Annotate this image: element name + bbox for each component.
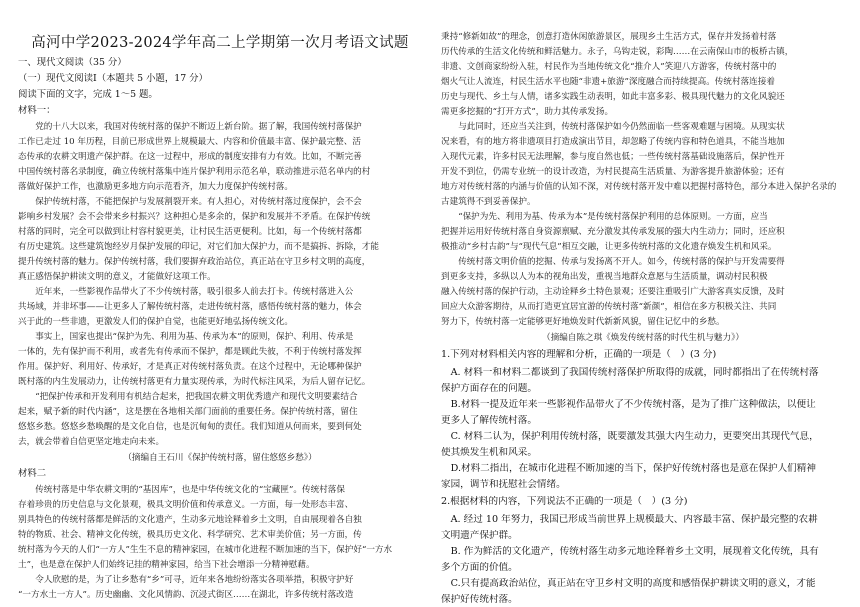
left-text-line: 中国传统村落名录制度，确立传统村落集中连片保护利用示范名单，联动推进示范名单内的村	[18, 167, 371, 177]
right-text-line: （摘编自陈之琪《焕发传统村落的时代生机与魅力》）	[542, 333, 744, 343]
left-text-line: 一体的，先有保护而不利用，或者先有传承而不保护，都是顾此失彼，不利于传统村落发挥	[18, 347, 362, 357]
left-text-line: 作用。保护好、利用好、传承好，才是真正对传统村落负责。在这个过程中，无论哪种保护	[18, 362, 362, 372]
left-text-line: 态传承的农耕文明遗产保护群。在这一过程中，形成的制度安排有力有效。比如，不断完善	[18, 152, 362, 162]
left-text-line: 落做好保护工作，也激励更多地方向示范看齐，加大力度保护传统村落。	[18, 182, 294, 192]
right-text-line: 保护好传统村落。	[441, 594, 518, 605]
right-text-line: 历代传承的生活文化传统和鲜活魅力。永子，乌钩走锐，彩陶……在云南保山市的板桥古镇，	[441, 47, 794, 57]
right-text-line: C.只有提高政治站位，真正站在守卫乡村文明的高度和感悟保护耕读文明的意义，才能	[441, 578, 816, 589]
right-text-line: 保护方面存在的问题。	[441, 383, 537, 394]
left-text-line: 影响乡村发展？会不会带来乡村振兴？这种担心是多余的，保护和发展并不矛盾。在保护传统	[18, 212, 371, 222]
left-text-line: 存着珍贵的历史信息与文化景观，极具文明价值和传承意义。一方面，每一处形态丰富、	[18, 500, 354, 510]
left-text-line: 事实上，国家也提出“保护为先、利用为基、传承为本”的原则，保护、利用、传承是	[18, 332, 354, 342]
right-text-line: 融入传统村落的保护行动，主动诠释乡土特色景观；还要注重吸引广大游客真实反馈，及时	[441, 287, 785, 297]
left-text-line: 真正感悟保护耕读文明的意义，才能做好这项工作。	[18, 272, 216, 282]
left-text-line: 党的十八大以来，我国对传统村落的保护不断迈上新台阶。据了解，我国传统村落保护	[18, 122, 362, 132]
right-text-line: 2.根据材料的内容，下列说法不正确的一项是（ ）(3 分)	[441, 496, 688, 507]
left-text-line: 阅读下面的文字，完成 1～5 题。	[18, 89, 158, 100]
right-text-line: 开发不到位，仍需专业统一的设计改造，为村民提高生活质量、为游客提升旅游体验；还有	[441, 167, 785, 177]
right-text-line: B. 作为鲜活的文化遗产，传统村落生动多元地诠释着乡土文明，展现着文化传统，具有	[441, 546, 819, 557]
left-text-line: 工作已走过 10 年历程，目前已形成世界上规模最大、内容和价值最丰富、保护最完整、活	[18, 137, 361, 147]
left-text-line: 材料二	[18, 468, 47, 479]
left-text-line: 一、现代文阅读（35 分）	[18, 57, 127, 68]
left-text-line: 材料一：	[18, 105, 56, 116]
exam-title: 高河中学2023-2024学年高二上学期第一次月考语文试题	[31, 35, 409, 51]
right-text-line: 秉持“修新如故”的理念，创意打造休闲旅游景区，展现乡土生活方式，保存并发扬着村落	[441, 32, 777, 42]
right-text-line: 传统村落文明价值的挖掘、传承与发扬离不开人。如今，传统村落的保护与开发需要得	[441, 257, 785, 267]
left-text-line: 保护传统村落，不能把保护与发展割裂开来。有人担心，对传统村落过度保护，会不会	[18, 197, 362, 207]
left-text-line: 别具特色的传统村落都是鲜活的文化遗产，生动多元地诠释着乡土文明，自由展现着各自独	[18, 515, 362, 525]
right-text-line: B.材料一提及近年来一些影视作品带火了不少传统村落，是为了推广这种做法，以便让	[441, 399, 816, 410]
right-text-line: 把握并运用好传统村落自身资源禀赋、充分激发其传承发展的强大内生动力；同时，还应积	[441, 227, 785, 237]
right-text-line: 历史与现代、乡土与人情，诸多实践生动表明，如此丰富多彩、极具现代魅力的文化风貌还	[441, 92, 785, 102]
left-text-line: 悠悠乡愁。悠悠乡愁唤醒的是文化自信，也是沉甸甸的责任。我们知道从何而来，要到何处	[18, 422, 362, 432]
right-text-line: 多个方面的价值。	[441, 562, 518, 573]
right-text-line: 使其焕发生机和风采。	[441, 447, 537, 458]
left-text-line: “一方水土一方人”。历史幽幽、文化风情韵、沉浸式街区……在湖北，许多传统村落改造	[18, 590, 354, 600]
right-text-line: D.材料二指出，在城市化进程不断加速的当下，保护好传统村落也是意在保护人们精神	[441, 463, 816, 474]
right-text-line: 文明遗产保护群。	[441, 530, 518, 541]
left-text-line: （摘编自王石川《保护传统村落，留住悠悠乡愁》）	[123, 453, 317, 463]
right-text-line: 到更多支持，多纵以人为本的视角出发，重视当地群众意愿与生活质量，调动村民积极	[441, 272, 768, 282]
right-text-line: 烟火气让人流连，村民生活水平也随“非遗+旅游”深度融合而持续提高。传统村落连接着	[441, 77, 775, 87]
right-text-line: 回应大众游客期待，从而打造更宜居宜游的传统村落“新颜”，相信在多方积极关注、共同	[441, 302, 777, 312]
right-text-line: 1.下列对材料相关内容的理解和分析，正确的一项是（ ）(3 分)	[441, 349, 717, 360]
right-text-line: 努力下，传统村落一定能够更好地焕发时代新新风貌，留住记忆中的乡愁。	[441, 317, 725, 327]
left-text-line: 共场域，并非坏事——让更多人了解传统村落，走进传统村落，感悟传统村落的魅力，体会	[18, 302, 362, 312]
left-text-line: 兴于此的一些非遗，更激发人们的保护自觉，也能更好地弘扬传统文化。	[18, 317, 294, 327]
right-text-line: 需更多挖掘的“打开方式”，助力其传承发扬。	[441, 107, 614, 117]
left-text-line: 提升传统村落的魅力。保护传统村落，我们要摒弃政治站位，真正站在守卫乡村文明的高度，	[18, 257, 371, 267]
left-text-line: 土”，也是意在保护人们始终记挂的精神家园，给当下社会增添一分精神慰藉。	[18, 560, 315, 570]
right-text-line: C. 材料二认为，保护利用传统村落，既要激发其强大内生动力，更要突出其现代气息，	[441, 431, 819, 442]
left-text-line: 有历史建筑。这些建筑饱经岁月保护发展的印记，对它们加大保护力，而不是搞拆、拆除，才能	[18, 242, 379, 252]
left-text-line: 特的物质、社会、精神文化传统，极具历史文化、科学研究、艺术审美价值；另一方面，传	[18, 530, 362, 540]
right-text-line: A. 经过 10 年努力，我国已形成当前世界上规模最大、内容最丰富、保护最完整的农耕	[441, 514, 818, 525]
right-text-line: 与此同时，还应当关注到，传统村落保护如今仍然面临一些客观难题与困境。从现实状	[441, 122, 785, 132]
right-text-line: 更多人了解传统村落。	[441, 415, 537, 426]
right-text-line: 极推动“乡村古韵”与“现代气息”相互交融，让更多传统村落的文化遗存焕发生机和风采。	[441, 242, 777, 252]
right-text-line: 非遗、文创商家纷纷入驻，村民作为当地传统文化“推介人”笑迎八方游客，传统村落中的	[441, 62, 777, 72]
right-text-line: 古建筑得不到妥善保护。	[441, 197, 536, 207]
left-text-line: （一）现代文阅读Ⅰ（本题共 5 小题，17 分）	[18, 73, 208, 84]
right-text-line: 地方对传统村落的内涵与价值的认知不深，对传统村落开发中难以把握村落特色，部分本进入保护名录的	[441, 182, 837, 192]
right-text-line: A. 材料一和材料二都谈到了我国传统村落保护所取得的成就，同时都指出了在传统村落	[441, 367, 819, 378]
left-text-line: 统村落为今天的人们“一方人”生生不息的精神家园，在城市化进程不断加速的当下，保护好“一方水	[18, 545, 393, 555]
left-text-line: 近年来，一些影视作品带火了不少传统村落，吸引很多人前去打卡。传统村落进入公	[18, 287, 354, 297]
right-text-line: 况来看，有的地方将非遗项目打造成演出节目，却忽略了传统内容和特色道具，不能当地加	[441, 137, 785, 147]
left-text-line: 起来，赋予新的时代内涵”，这是摆在各地相关部门面前的重要任务。保护传统村落，留住	[18, 407, 358, 417]
left-text-line: 去，就会带着自信更坚定地走向未来。	[18, 437, 165, 447]
left-text-line: 既村落的内生发展动力，让传统村落更有力量实现传承，为时代标注风采，为后人留存记忆。	[18, 377, 371, 387]
left-text-line: 令人欣慰的是，为了让乡愁有“乡”可寻，近年来各地纷纷落实各项举措，积极守护好	[18, 575, 354, 585]
left-text-line: 村落的同时，完全可以做到让村容村貌更美，让村民生活更便利。比如，每一个传统村落都	[18, 227, 362, 237]
left-text-line: 传统村落是中华农耕文明的“基因库”，也是中华传统文化的“宝藏匣”。传统村落保	[18, 485, 345, 495]
right-text-line: 家园，调节和抚慰社会情绪。	[441, 479, 566, 490]
right-text-line: “保护为先、利用为基、传承为本”是传统村落保护利用的总体原则。一方面，应当	[441, 212, 768, 222]
right-text-line: 入现代元素，许多村民无法理解，参与度自然也低；一些传统村落基础设施落后，保护性开	[441, 152, 785, 162]
left-text-line: “把保护传承和开发利用有机结合起来，把我国农耕文明优秀遗产和现代文明要素结合	[18, 392, 358, 402]
